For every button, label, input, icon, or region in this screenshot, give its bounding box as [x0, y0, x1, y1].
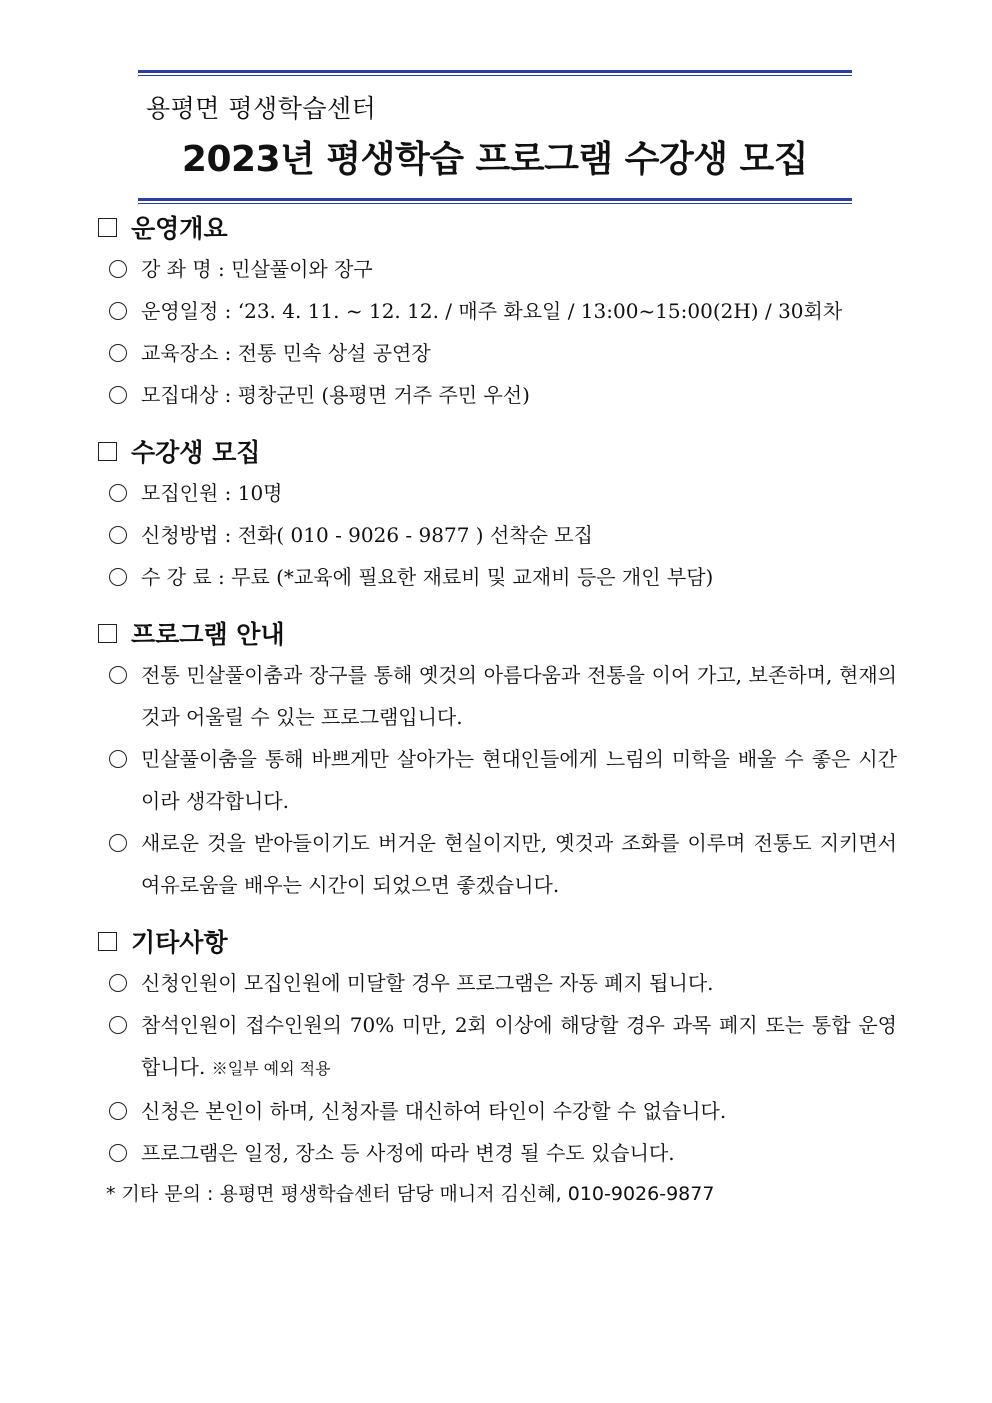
list-item: [96, 290, 906, 332]
circle-bullet-icon: [109, 1102, 127, 1120]
item-text: 프로그램은 일정, 장소 등 사정에 따라 변경 될 수도 있습니다.: [141, 1141, 675, 1165]
organization-name: 용평면 평생학습센터: [146, 94, 377, 123]
item-text: 강 좌 명 : 민살풀이와 장구: [141, 257, 373, 281]
document-header: [138, 70, 852, 204]
list-item: [96, 1004, 906, 1090]
list-item: [96, 1090, 906, 1132]
header-bottom-rule: [138, 198, 852, 204]
list-item: [96, 962, 906, 1004]
circle-bullet-icon: [109, 666, 127, 684]
square-bullet-icon: [98, 442, 117, 461]
circle-bullet-icon: [109, 568, 127, 586]
section-title: 기타사항: [131, 928, 228, 957]
circle-bullet-icon: [109, 750, 127, 768]
circle-bullet-icon: [109, 974, 127, 992]
item-text: 민살풀이춤을 통해 바쁘게만 살아가는 현대인들에게 느림의 미학을 배울 수 좋은 시간이라 생각합니다.: [141, 747, 897, 813]
exception-note: ※일부 예외 적용: [211, 1059, 331, 1078]
section-title: 운영개요: [131, 214, 228, 243]
circle-bullet-icon: [109, 344, 127, 362]
list-item: [96, 654, 906, 738]
contact-info: * 기타 문의 : 용평면 평생학습센터 담당 매니저 김신혜, 010-9026-9877: [106, 1183, 715, 1205]
circle-bullet-icon: [109, 1144, 127, 1162]
circle-bullet-icon: [109, 260, 127, 278]
item-text: 신청은 본인이 하며, 신청자를 대신하여 타인이 수강할 수 없습니다.: [141, 1099, 727, 1123]
circle-bullet-icon: [109, 1016, 127, 1034]
item-text: 모집인원 : 10명: [141, 481, 283, 505]
document-body: [96, 206, 906, 1228]
section-other: [96, 920, 906, 1214]
circle-bullet-icon: [109, 526, 127, 544]
item-text: 신청인원이 모집인원에 미달할 경우 프로그램은 자동 폐지 됩니다.: [141, 971, 714, 995]
square-bullet-icon: [98, 624, 117, 643]
item-text: 신청방법 : 전화( 010 - 9026 - 9877 ) 선착순 모집: [141, 523, 593, 547]
item-text: 운영일정 : ‘23. 4. 11. ~ 12. 12. / 매주 화요일 / 13:00~15:00(2H) / 30회차: [141, 299, 843, 323]
circle-bullet-icon: [109, 386, 127, 404]
section-heading: [96, 430, 906, 472]
item-text: 전통 민살풀이춤과 장구를 통해 옛것의 아름다움과 전통을 이어 가고, 보존하며, 현재의 것과 어울릴 수 있는 프로그램입니다.: [141, 663, 897, 729]
item-text: 수 강 료 : 무료 (*교육에 필요한 재료비 및 교재비 등은 개인 부담): [141, 565, 714, 589]
list-item: [96, 822, 906, 906]
item-text: [141, 1004, 897, 1090]
square-bullet-icon: [98, 932, 117, 951]
item-text-main: 참석인원이 접수인원의 70% 미만, 2회 이상에 해당할 경우 과목 폐지 또는 통합 운영 합니다.: [141, 1013, 897, 1079]
list-item: [96, 472, 906, 514]
list-item: [96, 1132, 906, 1174]
list-item: [96, 248, 906, 290]
section-title: 프로그램 안내: [131, 620, 285, 649]
section-recruitment: [96, 430, 906, 598]
list-item: [96, 332, 906, 374]
circle-bullet-icon: [109, 484, 127, 502]
circle-bullet-icon: [109, 834, 127, 852]
square-bullet-icon: [98, 218, 117, 237]
list-item: [96, 374, 906, 416]
item-text: 새로운 것을 받아들이기도 버거운 현실이지만, 옛것과 조화를 이루며 전통도 지키면서 여유로움을 배우는 시간이 되었으면 좋겠습니다.: [141, 831, 897, 897]
document-title: 2023년 평생학습 프로그램 수강생 모집: [181, 139, 809, 180]
item-text: 모집대상 : 평창군민 (용평면 거주 주민 우선): [141, 383, 530, 407]
section-heading: [96, 920, 906, 962]
section-overview: [96, 206, 906, 416]
circle-bullet-icon: [109, 302, 127, 320]
header-top-rule: [138, 70, 852, 76]
list-item: [96, 514, 906, 556]
section-program-info: [96, 612, 906, 906]
section-heading: [96, 206, 906, 248]
item-text: 교육장소 : 전통 민속 상설 공연장: [141, 341, 431, 365]
list-item: [96, 556, 906, 598]
list-item: [96, 738, 906, 822]
section-title: 수강생 모집: [131, 438, 261, 467]
section-heading: [96, 612, 906, 654]
